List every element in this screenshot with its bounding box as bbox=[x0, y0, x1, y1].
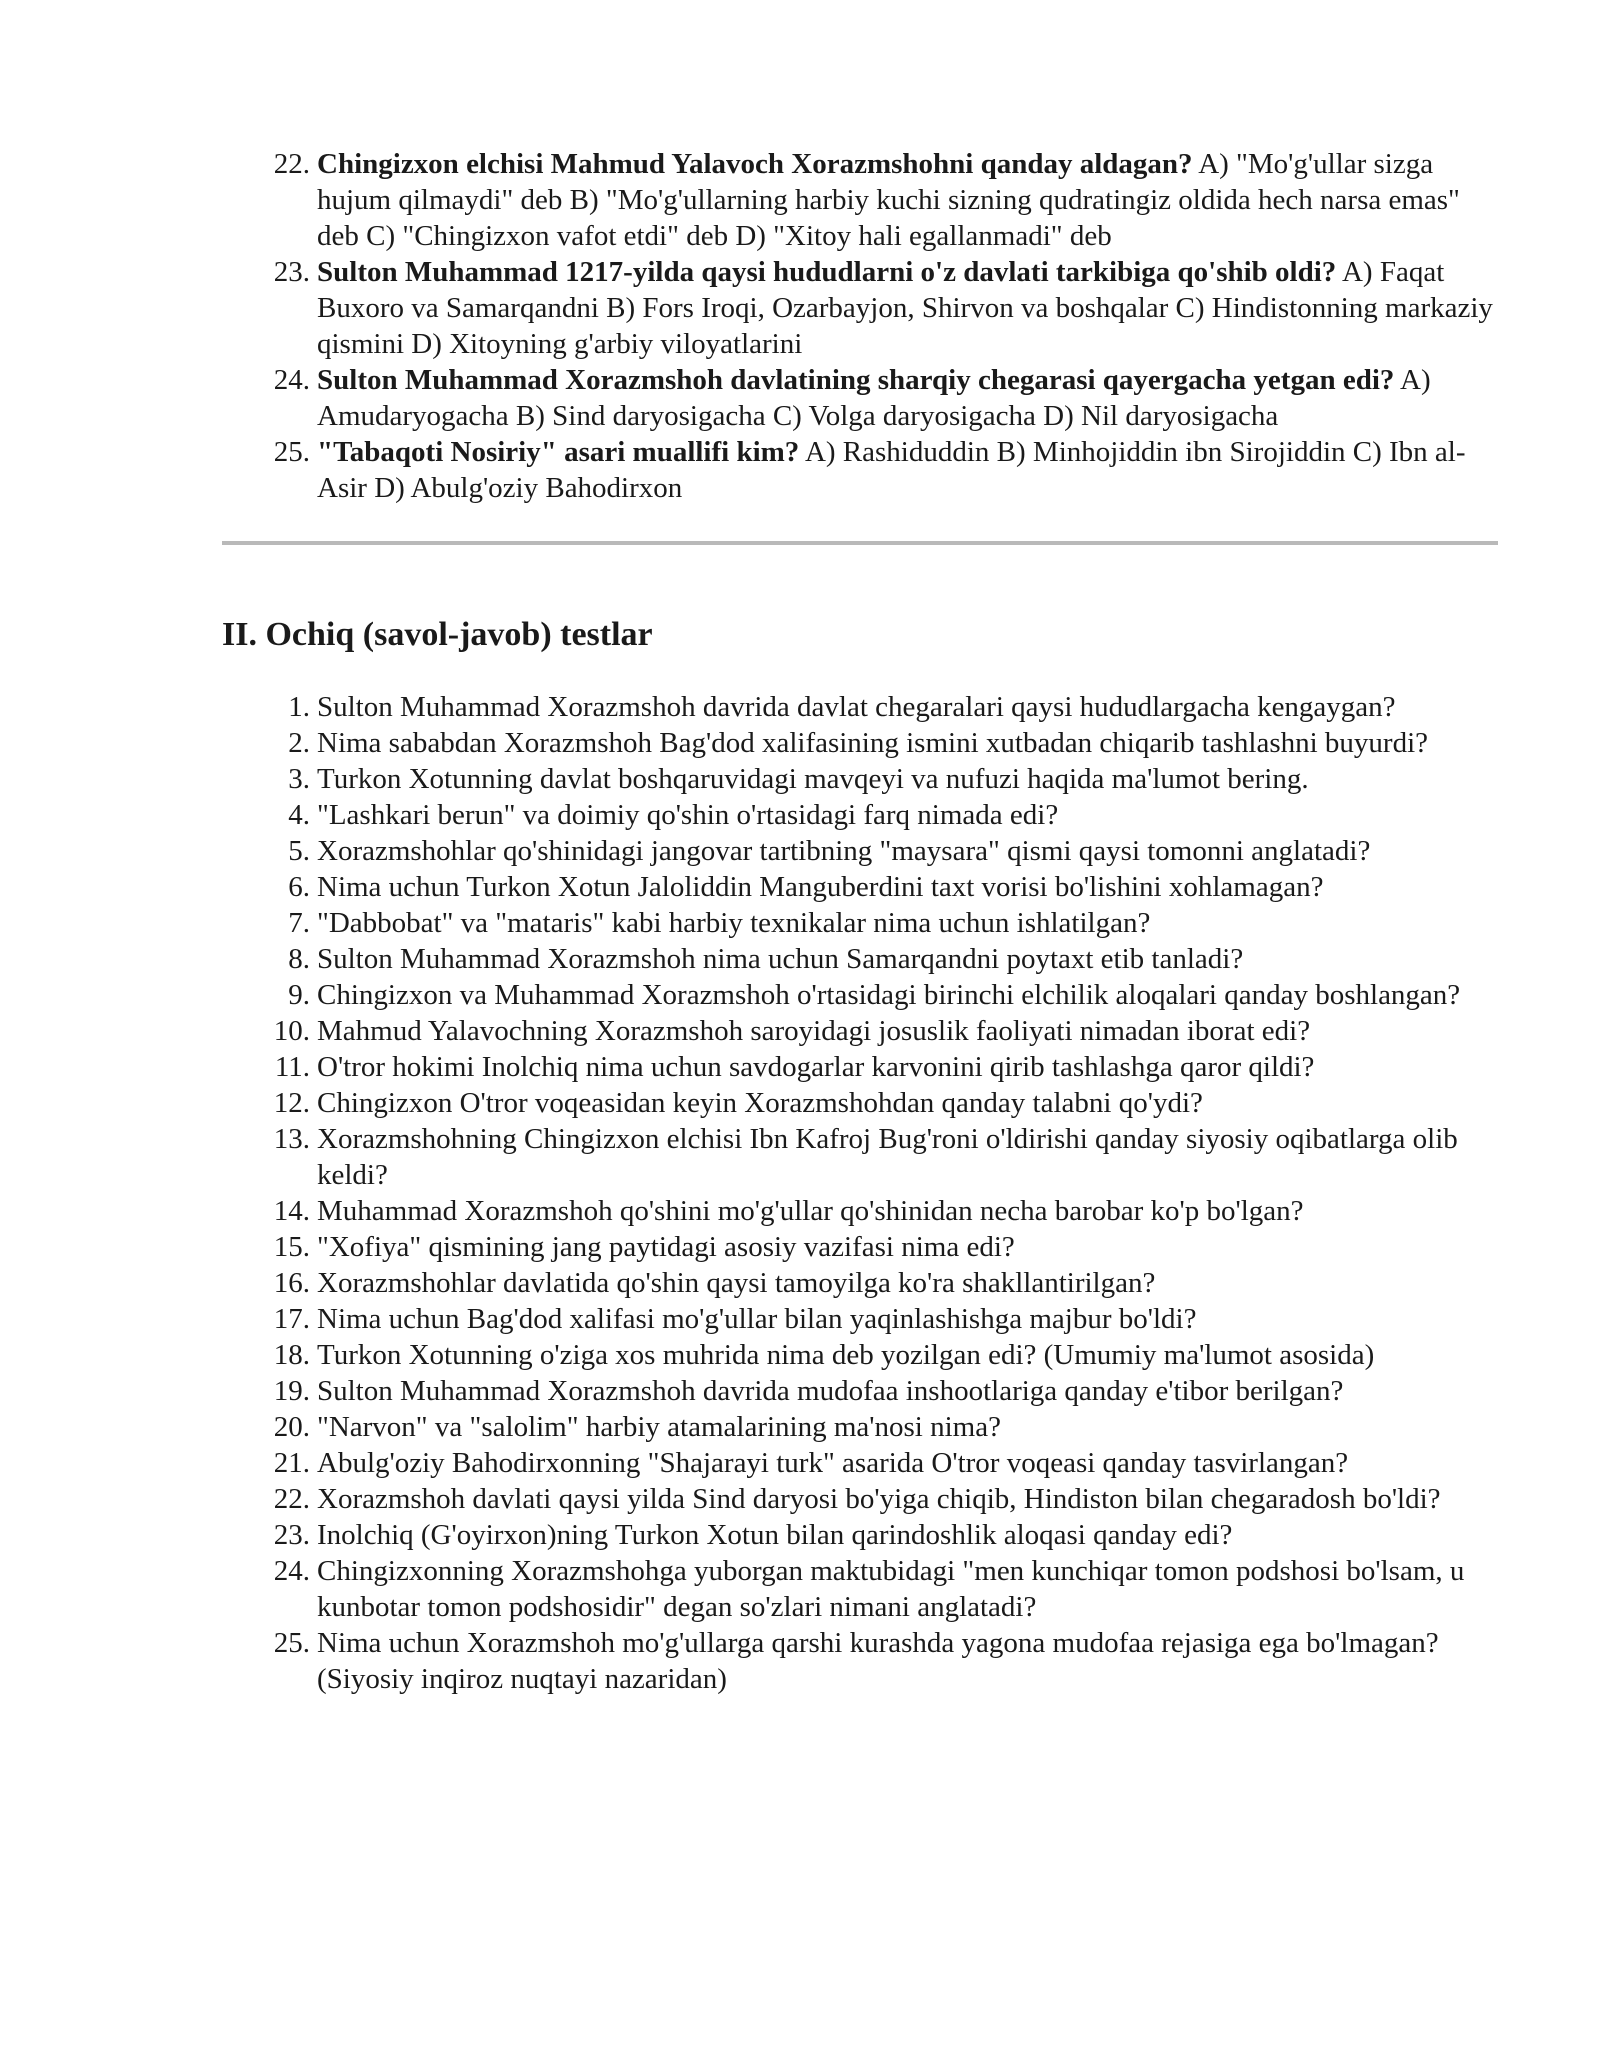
question-number: 15. bbox=[273, 1231, 310, 1263]
open-question-item bbox=[222, 1337, 1498, 1373]
question-text: "Dabbobat" va "mataris" kabi harbiy texnikalar nima uchun ishlatilgan? bbox=[317, 907, 1151, 939]
question-number: 22. bbox=[273, 1483, 310, 1515]
question-number: 23. bbox=[273, 1519, 310, 1551]
answer-options: A) Amudaryogacha B) Sind daryosigacha C) Volga daryosigacha D) Nil daryosigacha bbox=[317, 364, 1431, 432]
question-text: "Tabaqoti Nosiriy" asari muallifi kim? bbox=[317, 436, 800, 468]
question-number: 6. bbox=[288, 871, 310, 903]
question-text: Xorazmshohlar qo'shinidagi jangovar tartibning "maysara" qismi qaysi tomonni anglatadi? bbox=[317, 835, 1371, 867]
question-text: "Narvon" va "salolim" harbiy atamalarining ma'nosi nima? bbox=[317, 1411, 1001, 1443]
mc-question-item bbox=[222, 254, 1498, 362]
mc-question-item bbox=[222, 146, 1498, 254]
question-number: 16. bbox=[273, 1267, 310, 1299]
question-number: 23. bbox=[273, 256, 310, 288]
open-question-item bbox=[222, 977, 1498, 1013]
open-question-item bbox=[222, 1553, 1498, 1625]
question-text: Chingizxon va Muhammad Xorazmshoh o'rtasidagi birinchi elchilik aloqalari qanday boshlangan? bbox=[317, 979, 1461, 1011]
open-question-item bbox=[222, 1517, 1498, 1553]
question-number: 19. bbox=[273, 1375, 310, 1407]
open-question-item bbox=[222, 1013, 1498, 1049]
open-question-item bbox=[222, 941, 1498, 977]
open-question-item bbox=[222, 1481, 1498, 1517]
question-text: Nima uchun Xorazmshoh mo'g'ullarga qarshi kurashda yagona mudofaa rejasiga ega bo'lmagan? (Siyosiy inqiroz nuqtayi nazaridan) bbox=[317, 1627, 1439, 1695]
question-number: 25. bbox=[273, 1627, 310, 1659]
open-question-item bbox=[222, 833, 1498, 869]
question-number: 11. bbox=[274, 1051, 310, 1083]
open-question-item bbox=[222, 1265, 1498, 1301]
question-number: 22. bbox=[273, 148, 310, 180]
question-text: Nima sababdan Xorazmshoh Bag'dod xalifasining ismini xutbadan chiqarib tashlashni buyurdi? bbox=[317, 727, 1429, 759]
question-number: 14. bbox=[273, 1195, 310, 1227]
question-text: Chingizxon O'tror voqeasidan keyin Xorazmshohdan qanday talabni qo'ydi? bbox=[317, 1087, 1203, 1119]
question-text: "Lashkari berun" va doimiy qo'shin o'rtasidagi farq nimada edi? bbox=[317, 799, 1059, 831]
question-text: Xorazmshohning Chingizxon elchisi Ibn Kafroj Bug'roni o'ldirishi qanday siyosiy oqibatlarga olib keldi? bbox=[317, 1123, 1458, 1191]
answer-options: A) Faqat Buxoro va Samarqandni B) Fors Iroqi, Ozarbayjon, Shirvon va boshqalar C) Hindistonning markaziy qismini D) Xitoyning g'arbiy viloyatlarini bbox=[317, 256, 1493, 360]
open-question-item bbox=[222, 1049, 1498, 1085]
question-text: Muhammad Xorazmshoh qo'shini mo'g'ullar qo'shinidan necha barobar ko'p bo'lgan? bbox=[317, 1195, 1304, 1227]
mc-question-item bbox=[222, 362, 1498, 434]
question-number: 24. bbox=[273, 1555, 310, 1587]
open-question-item bbox=[222, 725, 1498, 761]
open-question-item bbox=[222, 689, 1498, 725]
answer-options: A) "Mo'g'ullar sizga hujum qilmaydi" deb B) "Mo'g'ullarning harbiy kuchi sizning qudratingiz oldida hech narsa emas" deb C) "Chingizxon vafot etdi" deb D) "Xitoy hali egallanmadi" deb bbox=[317, 148, 1460, 252]
question-text: Xorazmshohlar davlatida qo'shin qaysi tamoyilga ko'ra shakllantirilgan? bbox=[317, 1267, 1156, 1299]
open-question-item bbox=[222, 797, 1498, 833]
question-number: 4. bbox=[288, 799, 310, 831]
question-text: Nima uchun Turkon Xotun Jaloliddin Manguberdini taxt vorisi bo'lishini xohlamagan? bbox=[317, 871, 1324, 903]
question-number: 9. bbox=[288, 979, 310, 1011]
question-number: 21. bbox=[273, 1447, 310, 1479]
question-text: Abulg'oziy Bahodirxonning "Shajarayi turk" asarida O'tror voqeasi qanday tasvirlangan? bbox=[317, 1447, 1349, 1479]
question-number: 10. bbox=[273, 1015, 310, 1047]
open-question-item bbox=[222, 905, 1498, 941]
question-number: 17. bbox=[273, 1303, 310, 1335]
question-text: Chingizxon elchisi Mahmud Yalavoch Xorazmshohni qanday aldagan? bbox=[317, 148, 1193, 180]
question-number: 1. bbox=[288, 691, 310, 723]
question-text: Nima uchun Bag'dod xalifasi mo'g'ullar bilan yaqinlashishga majbur bo'ldi? bbox=[317, 1303, 1197, 1335]
open-question-item bbox=[222, 1193, 1498, 1229]
question-text: Sulton Muhammad Xorazmshoh davrida davlat chegaralari qaysi hududlargacha kengaygan? bbox=[317, 691, 1396, 723]
question-text: Sulton Muhammad Xorazmshoh nima uchun Samarqandni poytaxt etib tanladi? bbox=[317, 943, 1244, 975]
question-number: 20. bbox=[273, 1411, 310, 1443]
question-number: 5. bbox=[288, 835, 310, 867]
question-text: "Xofiya" qismining jang paytidagi asosiy vazifasi nima edi? bbox=[317, 1231, 1015, 1263]
section-title: II. Ochiq (savol-javob) testlar bbox=[222, 616, 653, 653]
open-question-item bbox=[222, 869, 1498, 905]
question-number: 7. bbox=[288, 907, 310, 939]
question-text: Mahmud Yalavochning Xorazmshoh saroyidagi josuslik faoliyati nimadan iborat edi? bbox=[317, 1015, 1311, 1047]
question-number: 3. bbox=[288, 763, 310, 795]
open-question-item bbox=[222, 1229, 1498, 1265]
question-text: Inolchiq (G'oyirxon)ning Turkon Xotun bilan qarindoshlik aloqasi qanday edi? bbox=[317, 1519, 1233, 1551]
open-question-item bbox=[222, 1445, 1498, 1481]
question-text: Sulton Muhammad Xorazmshoh davrida mudofaa inshootlariga qanday e'tibor berilgan? bbox=[317, 1375, 1344, 1407]
answer-options: A) Rashiduddin B) Minhojiddin ibn Sirojiddin C) Ibn al-Asir D) Abulg'oziy Bahodirxon bbox=[317, 436, 1466, 504]
question-text: Sulton Muhammad 1217-yilda qaysi hududlarni o'z davlati tarkibiga qo'shib oldi? bbox=[317, 256, 1337, 288]
open-question-item bbox=[222, 1625, 1498, 1697]
open-questions-list bbox=[222, 689, 1498, 1697]
open-question-item bbox=[222, 1085, 1498, 1121]
question-text: Xorazmshoh davlati qaysi yilda Sind daryosi bo'yiga chiqib, Hindiston bilan chegaradosh bo'ldi? bbox=[317, 1483, 1441, 1515]
question-text: Chingizxonning Xorazmshohga yuborgan maktubidagi "men kunchiqar tomon podshosi bo'lsam, u kunbotar tomon podshosidir" degan so'zlari nimani anglatadi? bbox=[317, 1555, 1465, 1623]
question-number: 2. bbox=[288, 727, 310, 759]
multiple-choice-list bbox=[222, 146, 1498, 506]
question-text: O'tror hokimi Inolchiq nima uchun savdogarlar karvonini qirib tashlashga qaror qildi? bbox=[317, 1051, 1315, 1083]
section-divider bbox=[222, 541, 1498, 545]
question-number: 12. bbox=[273, 1087, 310, 1119]
question-text: Sulton Muhammad Xorazmshoh davlatining sharqiy chegarasi qayergacha yetgan edi? bbox=[317, 364, 1395, 396]
open-question-item bbox=[222, 1301, 1498, 1337]
question-number: 24. bbox=[273, 364, 310, 396]
open-question-item bbox=[222, 1373, 1498, 1409]
open-question-item bbox=[222, 761, 1498, 797]
mc-question-item bbox=[222, 434, 1498, 506]
question-text: Turkon Xotunning o'ziga xos muhrida nima deb yozilgan edi? (Umumiy ma'lumot asosida) bbox=[317, 1339, 1375, 1371]
open-question-item bbox=[222, 1409, 1498, 1445]
question-number: 8. bbox=[288, 943, 310, 975]
question-number: 18. bbox=[273, 1339, 310, 1371]
question-text: Turkon Xotunning davlat boshqaruvidagi mavqeyi va nufuzi haqida ma'lumot bering. bbox=[317, 763, 1309, 795]
document-page bbox=[222, 146, 1498, 1697]
question-number: 13. bbox=[273, 1123, 310, 1155]
question-number: 25. bbox=[273, 436, 310, 468]
open-question-item bbox=[222, 1121, 1498, 1193]
